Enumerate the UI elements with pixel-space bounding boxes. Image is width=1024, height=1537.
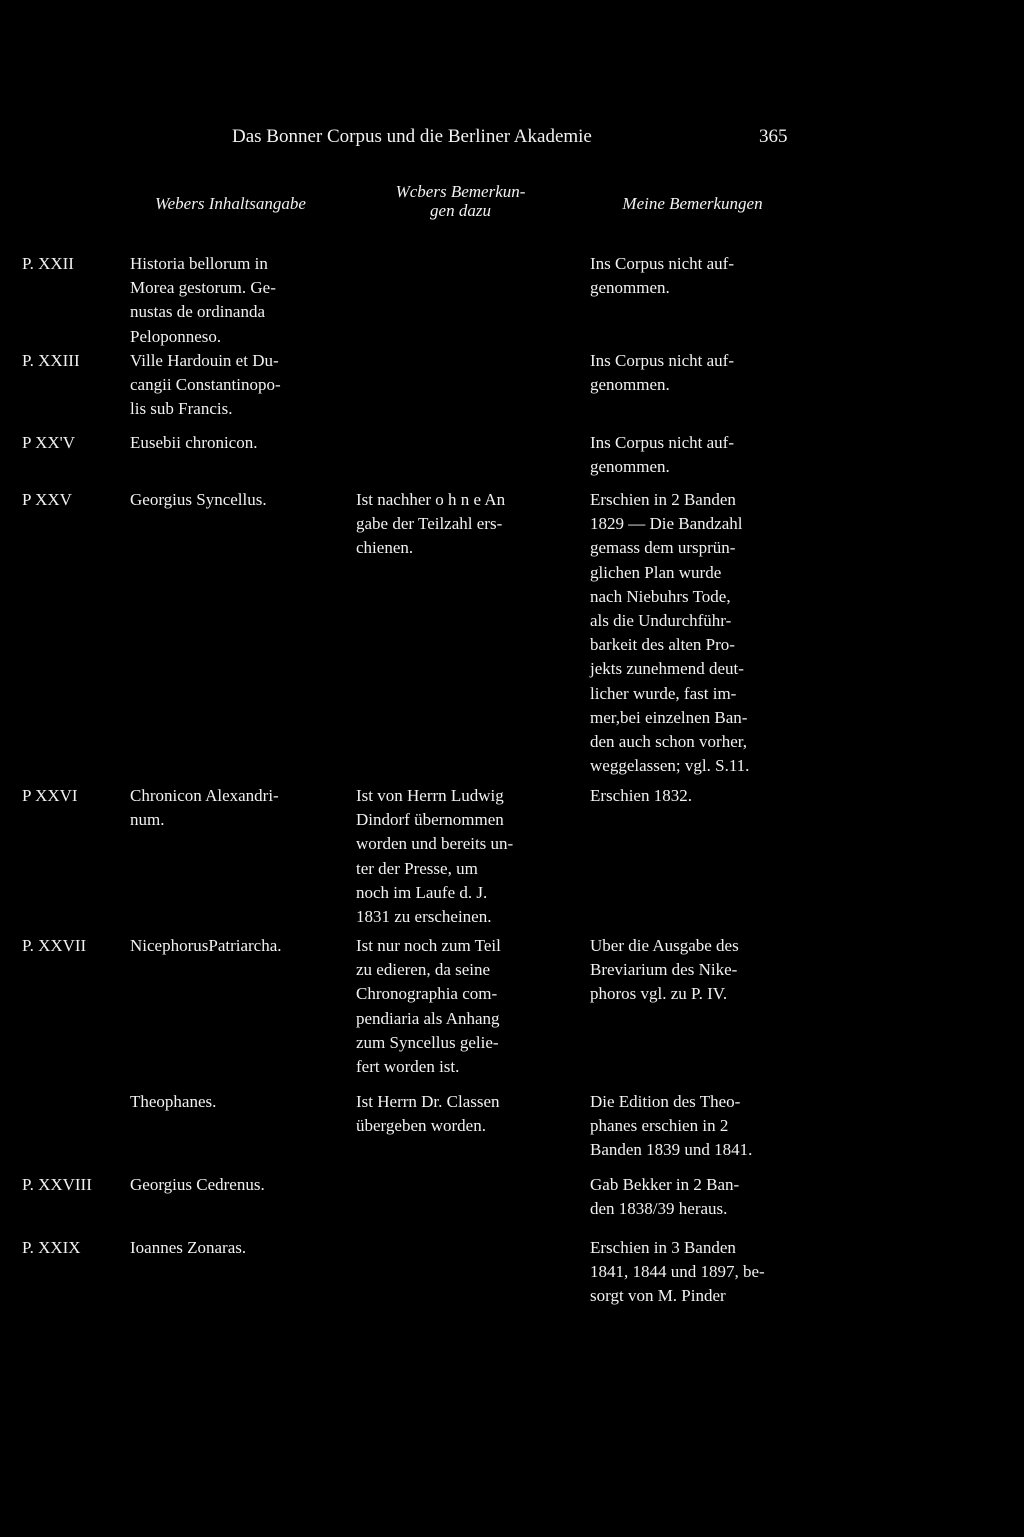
- row-label: P. XXII: [22, 254, 74, 273]
- webers-bemerkung-cell: Ist nur noch zum Teil zu edieren, da seine Chronographia com- pendiaria als Anhang zum Syncellus gelie- fert worden ist.: [356, 936, 501, 1077]
- webers-bemerkung-cell: Ist Herrn Dr. Classen übergeben worden.: [356, 1092, 500, 1136]
- inhalt-cell: Ville Hardouin et Du- cangii Constantinopo- lis sub Francis.: [130, 351, 281, 419]
- inhalt-cell: NicephorusPatriarcha.: [130, 936, 282, 955]
- meine-bemerkung-cell: Erschien in 2 Banden 1829 — Die Bandzahl gemass dem ursprün- glichen Plan wurde nach Niebuhrs Tode, als die Undurchführ- barkeit des alten Pro- jekts zunehmend deut- licher wurde, fast im- mer,bei einzelnen Ban- den auch schon vorher, weggelassen; vgl. S.11.: [590, 490, 750, 776]
- row-label: P. XXVII: [22, 936, 87, 955]
- column-heading-webers-inhaltsangabe: Webers Inhaltsangabe: [155, 194, 306, 213]
- column-heading-meine-bemerkungen: Meine Bemerkungen: [622, 194, 763, 213]
- meine-bemerkung-cell: Gab Bekker in 2 Ban- den 1838/39 heraus.: [590, 1175, 740, 1219]
- webers-bemerkung-cell: Ist von Herrn Ludwig Dindorf übernommen worden und bereits un- ter der Presse, um noch im Laufe d. J. 1831 zu erscheinen.: [356, 786, 514, 927]
- meine-bemerkung-cell: Erschien 1832.: [590, 786, 692, 805]
- meine-bemerkung-cell: Uber die Ausgabe des Breviarium des Nike- phoros vgl. zu P. IV.: [590, 936, 739, 1004]
- row-label: P XX'V: [22, 433, 75, 452]
- inhalt-cell: Georgius Syncellus.: [130, 490, 267, 509]
- page-header: [232, 126, 822, 154]
- meine-bemerkung-cell: Ins Corpus nicht auf- genommen.: [590, 433, 735, 477]
- webers-bemerkung-cell: Ist nachher o h n e An gabe der Teilzahl ers- chienen.: [356, 490, 506, 558]
- row-label: P XXV: [22, 490, 72, 509]
- running-title: Das Bonner Corpus und die Berliner Akademie: [232, 126, 592, 147]
- row-label: P XXVI: [22, 786, 78, 805]
- inhalt-cell: Eusebii chronicon.: [130, 433, 258, 452]
- meine-bemerkung-cell: Erschien in 3 Banden 1841, 1844 und 1897, be- sorgt von M. Pinder: [590, 1238, 765, 1306]
- row-label: P. XXVIII: [22, 1175, 92, 1194]
- inhalt-cell: Ioannes Zonaras.: [130, 1238, 247, 1257]
- inhalt-cell: Theophanes.: [130, 1092, 217, 1111]
- meine-bemerkung-cell: Die Edition des Theo- phanes erschien in 2 Banden 1839 und 1841.: [590, 1092, 753, 1160]
- page-number: 365: [759, 126, 788, 147]
- meine-bemerkung-cell: Ins Corpus nicht auf- genommen.: [590, 351, 735, 395]
- row-label: P. XXIX: [22, 1238, 81, 1257]
- meine-bemerkung-cell: Ins Corpus nicht auf- genommen.: [590, 254, 735, 298]
- column-heading-webers-bemerkungen: Wcbers Bemerkun- gen dazu: [395, 182, 526, 220]
- inhalt-cell: Georgius Cedrenus.: [130, 1175, 265, 1194]
- inhalt-cell: Chronicon Alexandri- num.: [130, 786, 279, 830]
- row-label: P. XXIII: [22, 351, 80, 370]
- inhalt-cell: Historia bellorum in Morea gestorum. Ge- nustas de ordinanda Peloponneso.: [130, 254, 276, 346]
